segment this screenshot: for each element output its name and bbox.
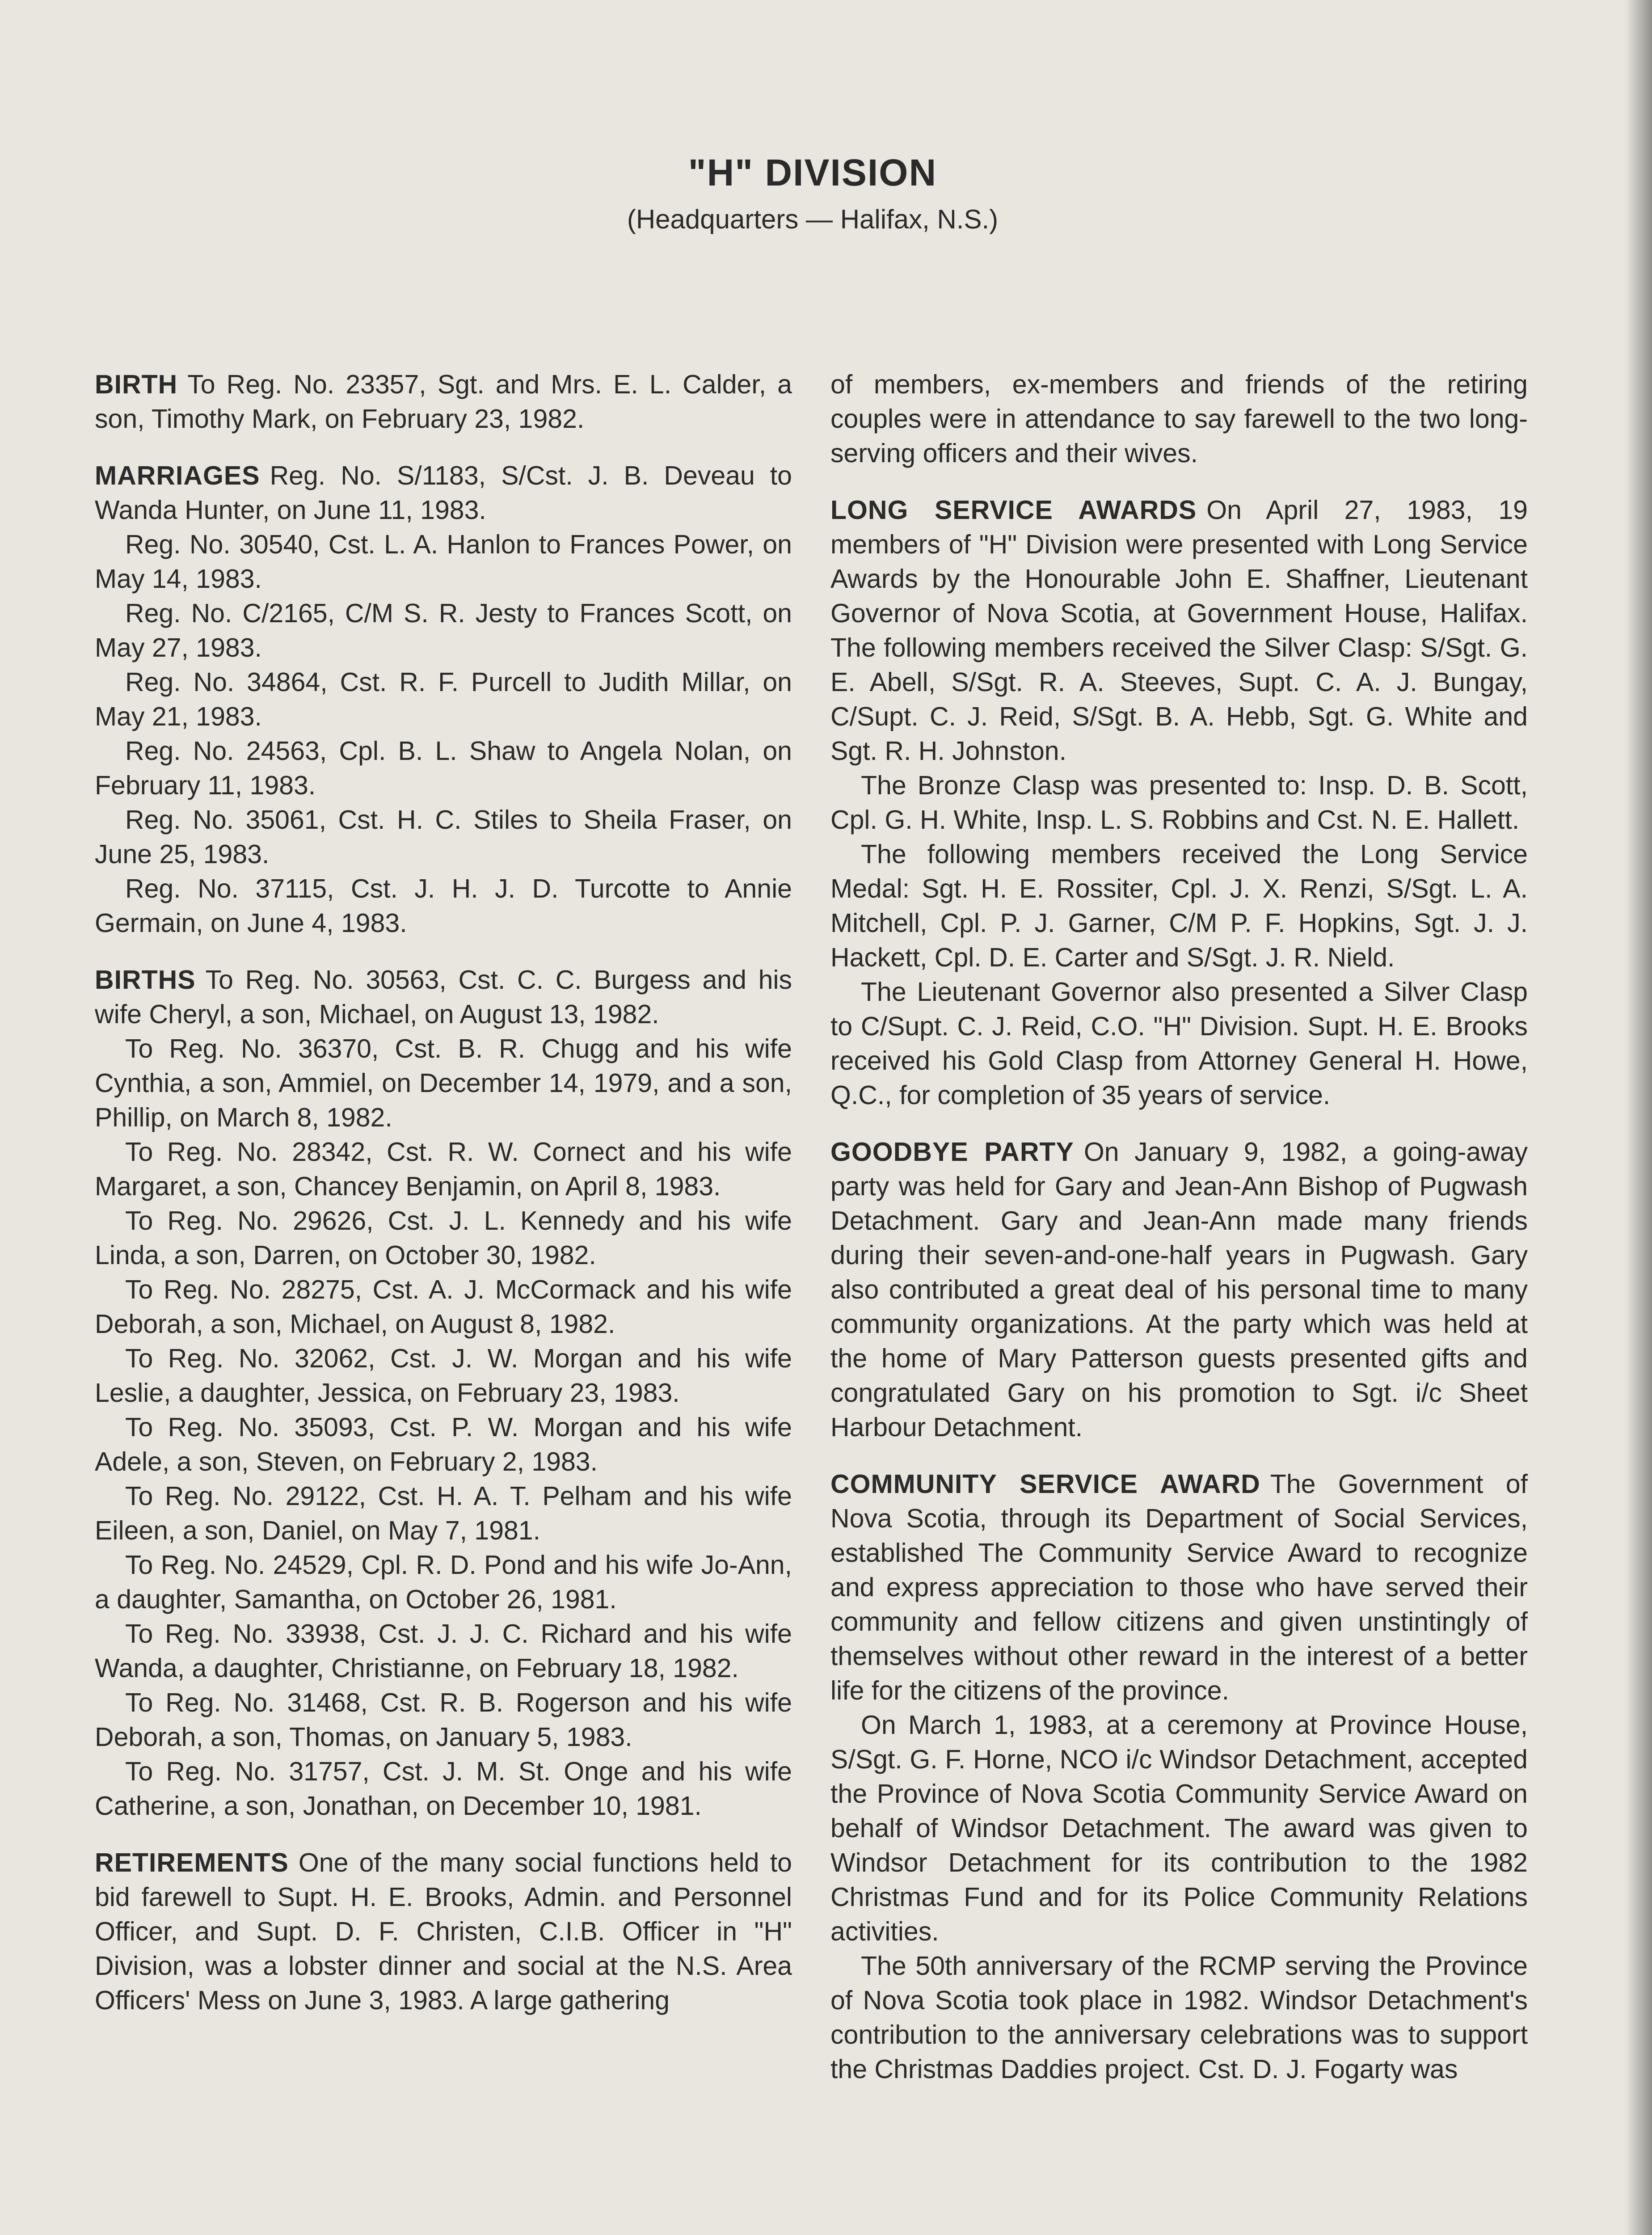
paragraph	[95, 963, 792, 1032]
page-subtitle: (Headquarters — Halifax, N.S.)	[627, 204, 999, 234]
section-heading: COMMUNITY SERVICE AWARD	[830, 1469, 1260, 1499]
paragraph: To Reg. No. 32062, Cst. J. W. Morgan and his wife Leslie, a daughter, Jessica, on February 23, 1983.	[95, 1344, 792, 1408]
paragraph: To Reg. No. 28275, Cst. A. J. McCormack and his wife Deborah, a son, Michael, on August 8, 1982.	[95, 1275, 792, 1339]
section-marriages	[95, 459, 792, 940]
paragraph-text: The Government of Nova Scotia, through its Department of Social Services, established The Community Service Award to recognize and express appreciation to those who have served their community and fellow citizens and given unstintingly of themselves without other reward in the interest of a better life for the citizens of the province.	[830, 1469, 1528, 1705]
paragraph	[95, 459, 792, 527]
paragraph: To Reg. No. 29122, Cst. H. A. T. Pelham and his wife Eileen, a son, Daniel, on May 7, 1981.	[95, 1481, 792, 1545]
paragraph: To Reg. No. 33938, Cst. J. J. C. Richard and his wife Wanda, a daughter, Christianne, on February 18, 1982.	[95, 1619, 792, 1683]
paragraph: Reg. No. 35061, Cst. H. C. Stiles to Sheila Fraser, on June 25, 1983.	[95, 805, 792, 869]
paragraph: The following members received the Long Service Medal: Sgt. H. E. Rossiter, Cpl. J. X. Renzi, S/Sgt. L. A. Mitchell, Cpl. P. J. Garner, C/M P. F. Hopkins, Sgt. J. J. Hackett, Cpl. D. E. Carter and S/Sgt. J. R. Nield.	[830, 839, 1528, 972]
left-column	[95, 367, 792, 2040]
paragraph-text: One of the many social functions held to bid farewell to Supt. H. E. Brooks, Admin. and Personnel Officer, and Supt. D. F. Christen, C.I.B. Officer in "H" Division, was a lobster dinner and social at the N.S. Area Officers' Mess on June 3, 1983. A large gathering	[95, 1848, 792, 2015]
section-retirements-continued	[830, 367, 1528, 471]
paragraph: On March 1, 1983, at a ceremony at Province House, S/Sgt. G. F. Horne, NCO i/c Windsor Detachment, accepted the Province of Nova Scotia Community Service Award on behalf of Windsor Detachment. The award was given to Windsor Detachment for its contribution to the 1982 Christmas Fund and for its Police Community Relations activities.	[830, 1710, 1528, 1946]
paragraph: Reg. No. 24563, Cpl. B. L. Shaw to Angela Nolan, on February 11, 1983.	[95, 736, 792, 800]
binding-shadow	[1625, 0, 1652, 2235]
paragraph: The Lieutenant Governor also presented a Silver Clasp to C/Supt. C. J. Reid, C.O. "H" Division. Supt. H. E. Brooks received his Gold Clasp from Attorney General H. Howe, Q.C., for completion of 35 years of service.	[830, 977, 1528, 1110]
right-column	[830, 367, 1528, 2109]
paragraph: To Reg. No. 24529, Cpl. R. D. Pond and his wife Jo-Ann, a daughter, Samantha, on October 26, 1981.	[95, 1550, 792, 1614]
paragraph: The 50th anniversary of the RCMP serving the Province of Nova Scotia took place in 1982. Windsor Detachment's contribution to the anniversary celebrations was to support the Christmas Daddies project. Cst. D. J. Fogarty was	[830, 1951, 1528, 2084]
section-retirements	[95, 1846, 792, 2018]
paragraph-text: On April 27, 1983, 19 members of "H" Division were presented with Long Service Awards by the Honourable John E. Shaffner, Lieutenant Governor of Nova Scotia, at Government House, Halifax. The following members received the Silver Clasp: S/Sgt. G. E. Abell, S/Sgt. R. A. Steeves, Supt. C. A. J. Bungay, C/Supt. C. J. Reid, S/Sgt. B. A. Hebb, Sgt. G. White and Sgt. R. H. Johnston.	[830, 495, 1528, 766]
paragraph: Reg. No. 37115, Cst. J. H. J. D. Turcotte to Annie Germain, on June 4, 1983.	[95, 874, 792, 938]
paragraph: To Reg. No. 35093, Cst. P. W. Morgan and his wife Adele, a son, Steven, on February 2, 1983.	[95, 1413, 792, 1476]
paragraph-text: Reg. No. S/1183, S/Cst. J. B. Deveau to Wanda Hunter, on June 11, 1983.	[95, 461, 792, 525]
paragraph: To Reg. No. 28342, Cst. R. W. Cornect and his wife Margaret, a son, Chancey Benjamin, on April 8, 1983.	[95, 1137, 792, 1201]
section-heading: RETIREMENTS	[95, 1848, 289, 1877]
paragraph: of members, ex-members and friends of the retiring couples were in attendance to say farewell to the two long-serving officers and their wives.	[830, 370, 1528, 468]
section-heading: MARRIAGES	[95, 461, 260, 490]
section-heading: BIRTH	[95, 370, 178, 399]
page-title: "H" DIVISION	[688, 152, 937, 194]
paragraph: The Bronze Clasp was presented to: Insp. D. B. Scott, Cpl. G. H. White, Insp. L. S. Robbins and Cst. N. E. Hallett.	[830, 771, 1528, 835]
paragraph: To Reg. No. 36370, Cst. B. R. Chugg and his wife Cynthia, a son, Ammiel, on December 14, 1979, and a son, Phillip, on March 8, 1982.	[95, 1034, 792, 1132]
section-goodbye-party	[830, 1135, 1528, 1445]
paragraph: To Reg. No. 31757, Cst. J. M. St. Onge and his wife Catherine, a son, Jonathan, on December 10, 1981.	[95, 1757, 792, 1821]
paragraph	[95, 367, 792, 436]
paragraph: To Reg. No. 29626, Cst. J. L. Kennedy and his wife Linda, a son, Darren, on October 30, 1982.	[95, 1206, 792, 1270]
section-long-service-awards	[830, 493, 1528, 1113]
paragraph	[830, 1135, 1528, 1445]
paragraph: Reg. No. C/2165, C/M S. R. Jesty to Frances Scott, on May 27, 1983.	[95, 599, 792, 662]
section-births	[95, 963, 792, 1823]
section-heading: GOODBYE PARTY	[830, 1137, 1074, 1167]
paragraph: To Reg. No. 31468, Cst. R. B. Rogerson and his wife Deborah, a son, Thomas, on January 5, 1983.	[95, 1688, 792, 1752]
section-heading: LONG SERVICE AWARDS	[830, 495, 1197, 525]
paragraph: Reg. No. 34864, Cst. R. F. Purcell to Judith Millar, on May 21, 1983.	[95, 667, 792, 731]
section-heading: BIRTHS	[95, 965, 196, 995]
paragraph-text: On January 9, 1982, a going-away party was held for Gary and Jean-Ann Bishop of Pugwash Detachment. Gary and Jean-Ann made many friends during their seven-and-one-half years in Pugwash. Gary also contributed a great deal of his personal time to many community organizations. At the party which was held at the home of Mary Patterson guests presented gifts and congratulated Gary on his promotion to Sgt. i/c Sheet Harbour Detachment.	[830, 1137, 1528, 1442]
paragraph	[95, 1846, 792, 2018]
section-community-service-award	[830, 1467, 1528, 2087]
section-birth	[95, 367, 792, 436]
paragraph	[830, 1467, 1528, 1708]
paragraph: Reg. No. 30540, Cst. L. A. Hanlon to Frances Power, on May 14, 1983.	[95, 530, 792, 594]
paragraph-text: To Reg. No. 23357, Sgt. and Mrs. E. L. Calder, a son, Timothy Mark, on February 23, 1982.	[95, 370, 792, 434]
paragraph	[830, 493, 1528, 768]
paragraph-text: To Reg. No. 30563, Cst. C. C. Burgess and his wife Cheryl, a son, Michael, on August 13, 1982.	[95, 965, 792, 1029]
